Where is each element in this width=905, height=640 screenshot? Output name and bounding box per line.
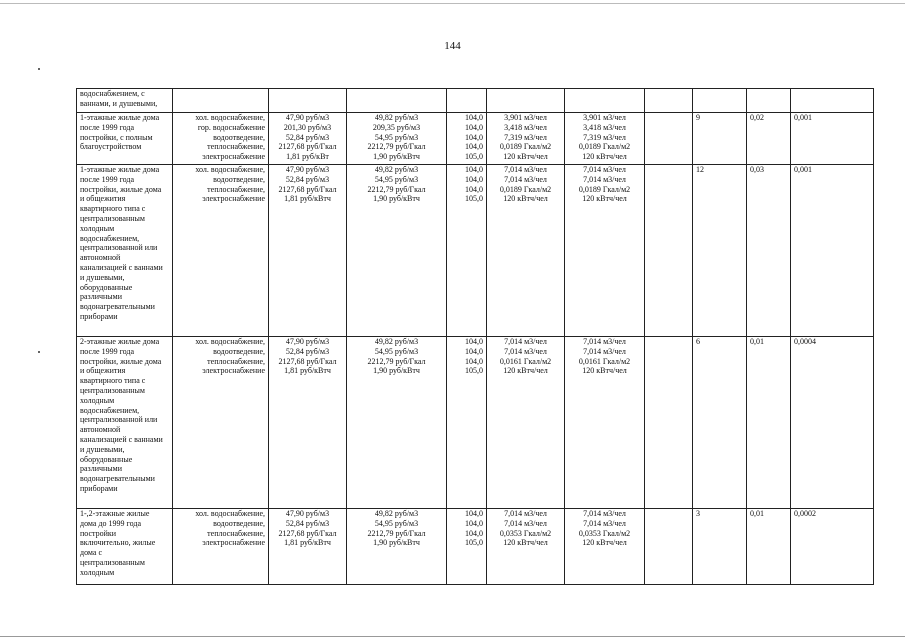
cell-line: 7,014 м3/чел (504, 509, 547, 518)
table-row (77, 89, 874, 113)
cell-tariff-base (269, 165, 347, 337)
cell-line: электроснабжение (202, 152, 265, 162)
cell-line: 104,0 (465, 122, 483, 132)
cell-line: приборами (80, 311, 118, 321)
cell-line: 1,90 руб/кВтч (373, 366, 420, 376)
cell-line: 1-,2-этажные жилые (80, 509, 150, 518)
cell-line: 7,319 м3/чел (583, 132, 626, 142)
cell-building-type (77, 89, 173, 113)
cell-line: после 1999 года (80, 174, 135, 184)
cell-tariff-new (347, 113, 447, 165)
cell-line: 104,0 (465, 346, 483, 356)
cell-line: 2212,79 руб/Гкал (367, 142, 426, 152)
scan-edge-bottom (0, 636, 905, 637)
cell-line: 3,901 м3/чел (504, 113, 547, 122)
cell-empty (645, 113, 693, 165)
cell-line: и душевыми, (80, 272, 125, 282)
cell-line: электроснабжение (202, 194, 265, 204)
cell-line: оборудованные (80, 282, 133, 292)
cell-line: ваннами, и душевыми, (80, 98, 158, 108)
cell-line: теплоснабжение, (207, 184, 265, 194)
cell-value-c: 0,0002 (791, 509, 874, 585)
cell-line: постройки, с полным (80, 132, 153, 142)
cell-line: постройки, жилые дома (80, 356, 162, 366)
cell-norm-1 (487, 509, 565, 585)
cell-line: водонагревательными (80, 302, 155, 312)
cell-line: 120 кВтч/чел (582, 366, 627, 376)
cell-line: 7,014 м3/чел (583, 509, 626, 518)
cell-line: квартирного типа с (80, 204, 146, 214)
cell-line: 120 кВтч/чел (503, 152, 548, 162)
cell-line: 120 кВтч/чел (582, 194, 627, 204)
cell-tariff-new (347, 509, 447, 585)
cell-line: 2127,68 руб/Гкал (278, 356, 337, 366)
cell-line: централизованным (80, 557, 145, 567)
cell-norm-1 (487, 113, 565, 165)
page-number: 144 (444, 40, 461, 52)
cell-line: 104,0 (465, 528, 483, 538)
cell-line: 7,014 м3/чел (583, 346, 626, 356)
cell-value-a: 12 (693, 165, 747, 337)
cell-line: 47,90 руб/м3 (285, 113, 330, 122)
cell-value-c: 0,001 (791, 165, 874, 337)
cell-line: 47,90 руб/м3 (285, 337, 330, 346)
cell-line: 3,418 м3/чел (583, 122, 626, 132)
cell-line: 0,0353 Гкал/м2 (578, 528, 631, 538)
cell-norm-2 (565, 337, 645, 509)
cell-value-b: 0,02 (747, 113, 791, 165)
cell-line: централизованной или (80, 415, 158, 425)
cell-line: 2212,79 руб/Гкал (367, 528, 426, 538)
cell-line: водоотведение, (213, 346, 265, 356)
table-row (77, 337, 874, 509)
cell-value-c (791, 89, 874, 113)
cell-line: 104,0 (465, 132, 483, 142)
cell-line: водонагревательными (80, 474, 155, 484)
cell-line: после 1999 года (80, 346, 135, 356)
cell-line: 2-этажные жилые дома (80, 337, 160, 346)
cell-line: водоотведение, (213, 132, 265, 142)
cell-tariff-new (347, 165, 447, 337)
cell-line: 52,84 руб/м3 (285, 346, 330, 356)
cell-line: постройки (80, 528, 117, 538)
cell-line: 105,0 (465, 194, 483, 204)
cell-line: хол. водоснабжение, (195, 509, 265, 518)
margin-dot (38, 351, 40, 353)
scan-edge-top (0, 3, 905, 4)
cell-line: 7,014 м3/чел (583, 337, 626, 346)
cell-line: 105,0 (465, 152, 483, 162)
cell-norm-1 (487, 89, 565, 113)
cell-value-a: 3 (693, 509, 747, 585)
cell-value-a (693, 89, 747, 113)
cell-line: канализацией с ваннами (80, 434, 163, 444)
cell-line: 104,0 (465, 174, 483, 184)
cell-line: 47,90 руб/м3 (285, 509, 330, 518)
cell-line: электроснабжение (202, 366, 265, 376)
cell-line: 1-этажные жилые дома (80, 113, 160, 122)
cell-norm-1 (487, 165, 565, 337)
cell-line: хол. водоснабжение, (195, 113, 265, 122)
cell-line: 1,81 руб/кВтч (284, 538, 331, 548)
cell-norm-2 (565, 509, 645, 585)
cell-line: 104,0 (465, 518, 483, 528)
cell-line: 52,84 руб/м3 (285, 132, 330, 142)
cell-services (173, 337, 269, 509)
cell-line: 0,0189 Гкал/м2 (578, 184, 631, 194)
cell-index (447, 165, 487, 337)
cell-tariff-base (269, 509, 347, 585)
cell-line: 54,95 руб/м3 (374, 346, 419, 356)
cell-building-type (77, 337, 173, 509)
cell-services (173, 113, 269, 165)
cell-tariff-new (347, 337, 447, 509)
cell-line: канализацией с ваннами (80, 262, 163, 272)
cell-index (447, 113, 487, 165)
cell-line: теплоснабжение, (207, 528, 265, 538)
cell-tariff-base (269, 89, 347, 113)
cell-line: холодным (80, 395, 115, 405)
cell-line: 104,0 (465, 509, 483, 518)
cell-line: приборами (80, 483, 118, 493)
cell-line: 52,84 руб/м3 (285, 518, 330, 528)
cell-line: 1,81 руб/кВт (286, 152, 329, 162)
cell-line: квартирного типа с (80, 376, 146, 386)
cell-line: оборудованные (80, 454, 133, 464)
cell-value-a: 6 (693, 337, 747, 509)
cell-line: 3,901 м3/чел (583, 113, 626, 122)
cell-line: 52,84 руб/м3 (285, 174, 330, 184)
cell-line: 105,0 (465, 538, 483, 548)
cell-empty (645, 89, 693, 113)
margin-dot (38, 68, 40, 70)
cell-line: 209,35 руб/м3 (372, 122, 421, 132)
cell-line: 0,0189 Гкал/м2 (499, 184, 552, 194)
cell-line: 3,418 м3/чел (504, 122, 547, 132)
cell-line: теплоснабжение, (207, 142, 265, 152)
cell-value-b: 0,01 (747, 337, 791, 509)
table-row (77, 165, 874, 337)
cell-line: различными (80, 464, 123, 474)
cell-value-c: 0,001 (791, 113, 874, 165)
cell-value-b: 0,01 (747, 509, 791, 585)
cell-line: 2127,68 руб/Гкал (278, 184, 337, 194)
cell-line: дома до 1999 года (80, 518, 142, 528)
cell-line: 2127,68 руб/Гкал (278, 142, 337, 152)
cell-line: 7,014 м3/чел (504, 165, 547, 174)
cell-line: 2212,79 руб/Гкал (367, 356, 426, 366)
cell-index (447, 509, 487, 585)
cell-line: 1,90 руб/кВтч (373, 538, 420, 548)
cell-line: централизованной или (80, 243, 158, 253)
cell-line: и душевыми, (80, 444, 125, 454)
cell-line: 47,90 руб/м3 (285, 165, 330, 174)
cell-line: 104,0 (465, 184, 483, 194)
cell-line: 7,014 м3/чел (583, 165, 626, 174)
cell-line: хол. водоснабжение, (195, 165, 265, 174)
cell-index (447, 89, 487, 113)
cell-line: 2212,79 руб/Гкал (367, 184, 426, 194)
cell-line: 7,014 м3/чел (583, 174, 626, 184)
cell-line: постройки, жилые дома (80, 184, 162, 194)
cell-norm-1 (487, 337, 565, 509)
cell-empty (645, 165, 693, 337)
cell-norm-2 (565, 165, 645, 337)
cell-line: 120 кВтч/чел (503, 194, 548, 204)
cell-tariff-new (347, 89, 447, 113)
cell-line: 7,014 м3/чел (583, 518, 626, 528)
table-row (77, 113, 874, 165)
cell-line: 7,319 м3/чел (504, 132, 547, 142)
cell-line: водоснабжением, с (80, 89, 145, 98)
cell-value-b (747, 89, 791, 113)
cell-line: водоотведение, (213, 518, 265, 528)
cell-line: 201,30 руб/м3 (283, 122, 332, 132)
cell-line: благоустройством (80, 142, 142, 152)
cell-line: водоснабжением, (80, 233, 140, 243)
cell-line: и общежития (80, 366, 126, 376)
cell-line: 105,0 (465, 366, 483, 376)
cell-tariff-base (269, 113, 347, 165)
cell-line: 1,90 руб/кВтч (373, 152, 420, 162)
cell-line: холодным (80, 223, 115, 233)
cell-line: 0,0161 Гкал/м2 (499, 356, 552, 366)
cell-value-a: 9 (693, 113, 747, 165)
cell-tariff-base (269, 337, 347, 509)
cell-line: 104,0 (465, 165, 483, 174)
cell-line: 1,81 руб/кВтч (284, 366, 331, 376)
cell-building-type (77, 113, 173, 165)
cell-line: холодным (80, 567, 115, 577)
tariff-table (76, 88, 874, 585)
cell-line: 49,82 руб/м3 (374, 509, 419, 518)
cell-line: централизованным (80, 385, 145, 395)
cell-line: 49,82 руб/м3 (374, 337, 419, 346)
cell-line: 2127,68 руб/Гкал (278, 528, 337, 538)
cell-line: гор. водоснабжение (197, 122, 265, 132)
cell-line: дома с (80, 548, 103, 558)
cell-line: хол. водоснабжение, (195, 337, 265, 346)
cell-line: 1-этажные жилые дома (80, 165, 160, 174)
cell-line: 120 кВтч/чел (503, 538, 548, 548)
cell-line: 1,90 руб/кВтч (373, 194, 420, 204)
cell-value-c: 0,0004 (791, 337, 874, 509)
cell-line: 7,014 м3/чел (504, 346, 547, 356)
cell-line: 120 кВтч/чел (582, 538, 627, 548)
cell-line: 120 кВтч/чел (503, 366, 548, 376)
cell-line: 1,81 руб/кВтч (284, 194, 331, 204)
cell-norm-2 (565, 89, 645, 113)
cell-empty (645, 337, 693, 509)
cell-line: 0,0189 Гкал/м2 (499, 142, 552, 152)
cell-line: и общежития (80, 194, 126, 204)
cell-index (447, 337, 487, 509)
cell-line: 54,95 руб/м3 (374, 132, 419, 142)
cell-line: 49,82 руб/м3 (374, 165, 419, 174)
cell-line: автономной (80, 425, 121, 435)
cell-line: 104,0 (465, 337, 483, 346)
cell-line: теплоснабжение, (207, 356, 265, 366)
cell-building-type (77, 165, 173, 337)
cell-line: электроснабжение (202, 538, 265, 548)
cell-building-type (77, 509, 173, 585)
table-row (77, 509, 874, 585)
cell-line: водоснабжением, (80, 405, 140, 415)
cell-line: 0,0353 Гкал/м2 (499, 528, 552, 538)
cell-line: централизованным (80, 213, 145, 223)
cell-services (173, 509, 269, 585)
cell-line: 0,0161 Гкал/м2 (578, 356, 631, 366)
cell-line: 104,0 (465, 356, 483, 366)
cell-line: 54,95 руб/м3 (374, 518, 419, 528)
cell-line: 7,014 м3/чел (504, 518, 547, 528)
cell-services (173, 165, 269, 337)
cell-line: 49,82 руб/м3 (374, 113, 419, 122)
cell-line: 54,95 руб/м3 (374, 174, 419, 184)
cell-empty (645, 509, 693, 585)
cell-line: после 1999 года (80, 122, 135, 132)
cell-value-b: 0,03 (747, 165, 791, 337)
cell-line: 7,014 м3/чел (504, 337, 547, 346)
cell-line: включительно, жилые (80, 538, 156, 548)
cell-line: 104,0 (465, 142, 483, 152)
cell-line: автономной (80, 253, 121, 263)
cell-norm-2 (565, 113, 645, 165)
cell-line: 120 кВтч/чел (582, 152, 627, 162)
cell-services (173, 89, 269, 113)
cell-line: 7,014 м3/чел (504, 174, 547, 184)
cell-line: 0,0189 Гкал/м2 (578, 142, 631, 152)
cell-line: 104,0 (465, 113, 483, 122)
cell-line: различными (80, 292, 123, 302)
cell-line: водоотведение, (213, 174, 265, 184)
